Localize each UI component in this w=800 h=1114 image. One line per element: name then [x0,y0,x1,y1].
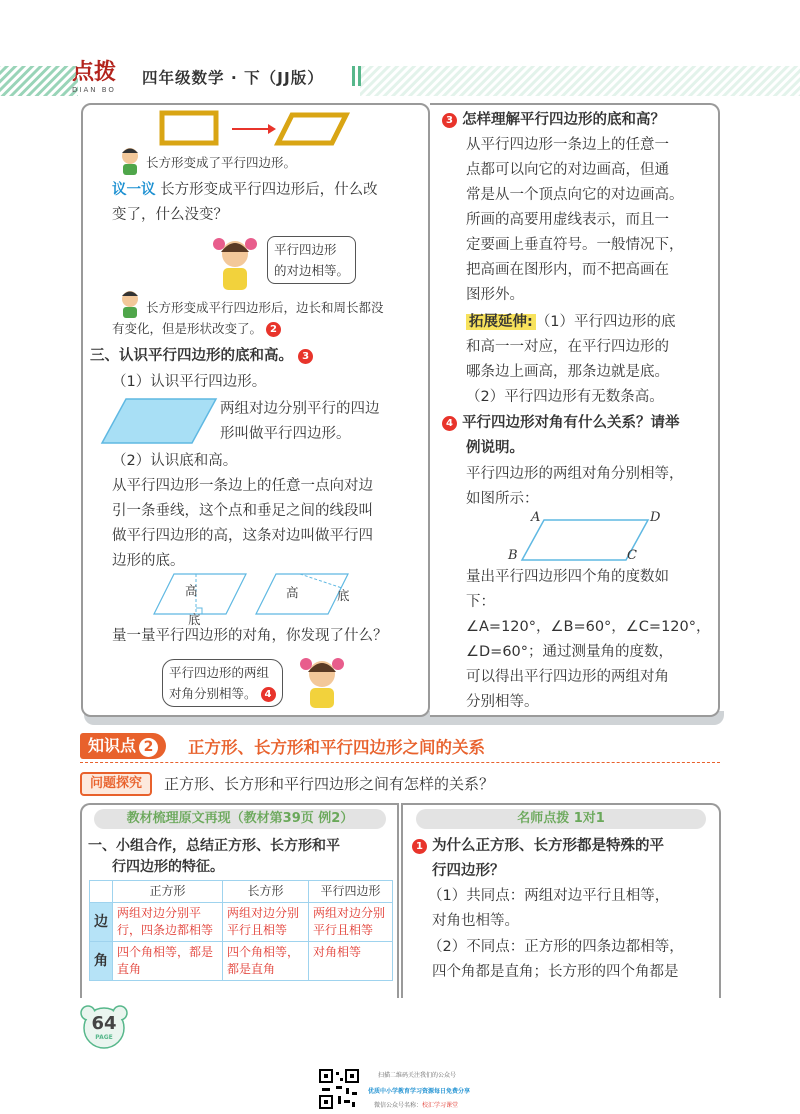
item-2: （2）认识底和高。 [112,453,238,469]
point-c-label: C [627,548,637,563]
marker-1: 1 [412,839,427,854]
height-base-figures [150,570,350,622]
qr-caption3-name: 校汇学习课堂 [422,1102,459,1109]
bubble2-line2 [169,683,276,704]
table-corner [90,881,113,903]
table-header-row [90,881,393,903]
table-header: 正方形 [113,881,223,903]
marker-3: 3 [298,349,313,364]
table-cell: 两组对边分别平行且相等 [223,903,309,942]
boy-avatar-icon [118,289,142,319]
boy-note-line1: 长方形变成平行四边形后，边长和周长都没 [146,300,384,315]
table-row [90,942,393,981]
answer-4-line1: 平行四边形的两组对角分别相等， [466,466,684,482]
logo-sub: DIAN BO [72,86,116,94]
extension-label: 拓展延伸: [466,314,536,330]
answer-4-line2: 如图所示： [466,491,539,507]
question-3 [442,108,665,133]
caption-rect-to-para: 长方形变成了平行四边形。 [146,155,297,170]
boy-note-text: 有变化，但是形状改变了。 [112,321,263,336]
girl-speech-bubble-2 [162,659,283,707]
girl-avatar-icon [205,232,265,292]
table-cell: 两组对边分别平行，四条边都相等 [113,903,223,942]
tip-question-line2: 行四边形？ [432,863,505,879]
paragraph-line2: 引一条垂线，这个点和垂足之间的线段叫 [112,503,373,519]
extension-line1 [466,310,676,335]
qr-caption3 [374,1100,458,1109]
qr-footer [318,1064,486,1114]
page-word: PAGE [95,1034,113,1041]
table-cell: 两组对边分别平行且相等 [309,903,393,942]
answer-4-line4: 下： [466,594,495,610]
point-d-label: D [650,510,661,525]
discuss-line2: 变了，什么没变？ [112,207,228,223]
measure-question: 量一量平行四边形的对角，你发现了什么？ [112,628,388,644]
point-a-label: A [531,510,541,525]
definition-line2: 形叫做平行四边形。 [220,426,351,442]
answer-3-line3: 常是从一个顶点向它的对边画高。 [466,187,684,203]
task-line2: 行四边形的特征。 [112,859,224,875]
answer-3-line5: 定要画上垂直符号。一般情况下， [466,237,684,253]
knowledge-point-label [80,733,166,759]
paragraph-line1: 从平行四边形一条边上的任意一点向对边 [112,478,373,494]
row-header: 边 [90,903,113,942]
answer-4-line6: 分别相等。 [466,694,539,710]
paragraph-line3: 做平行四边形的高，这条对边叫做平行四 [112,528,373,544]
qr-caption2: 优质中小学教育学习资源每日免费分享 [368,1088,471,1095]
girl-speech-bubble-1 [267,236,356,284]
answer-4-angles2: ∠D=60°；通过测量角的度数， [466,644,674,660]
kp-number: 2 [139,738,158,757]
header-bars [352,66,364,86]
tip-answer-line4: 四个角都是直角；长方形的四个角都是 [432,964,679,980]
table-cell: 四个角相等，都是直角 [223,942,309,981]
rectangle-to-parallelogram-figure [150,107,370,149]
qr-code-icon [318,1068,360,1110]
answer-3-line2: 点都可以向它的对边画高，但通 [466,162,669,178]
logo [72,58,136,100]
boy-avatar-icon [118,146,142,176]
bubble1-line1: 平行四边形 [274,242,337,257]
qr-caption1: 扫描二维码关注我们的公众号 [378,1072,457,1079]
marker-3: 3 [442,113,457,128]
textbook-panel-header: 教材梳理原文再现（教材第39页 例2） [94,809,386,829]
table-cell: 四个角相等，都是直角 [113,942,223,981]
shape-features-table [89,880,393,981]
question-3-text: 怎样理解平行四边形的底和高？ [462,112,666,128]
problem-explore-question: 正方形、长方形和平行四边形之间有怎样的关系？ [164,775,495,793]
problem-explore-badge: 问题探究 [80,772,152,796]
item-1: （1）认识平行四边形。 [112,374,267,390]
marker-4: 4 [261,687,276,702]
point-b-label: B [508,548,518,563]
extension-line4: （2）平行四边形有无数条高。 [466,389,664,405]
discuss-line1 [112,178,378,203]
parallelogram-figure [100,396,218,446]
answer-3-line1: 从平行四边形一条边上的任意一 [466,137,669,153]
question-4-text: 平行四边形对角有什么关系？请举 [462,415,680,431]
table-header: 长方形 [223,881,309,903]
answer-4-angles1: ∠A=120°，∠B=60°，∠C=120°， [466,619,711,635]
bubble2-line1: 平行四边形的两组 [169,665,270,680]
fig-label-base-1: 底 [188,612,201,627]
question-4 [442,411,680,436]
section-3-title [90,344,313,369]
paragraph-line4: 边形的底。 [112,553,185,569]
boy-note-line2 [112,318,281,339]
fig-label-height-1: 高 [185,583,198,598]
page-number: 64 [91,1013,117,1034]
answer-3-line7: 图形外。 [466,287,524,303]
question-4-line2: 例说明。 [466,440,524,456]
answer-3-line4: 所画的高要用虚线表示，而且一 [466,212,669,228]
kp-label-text: 知识点 [88,736,137,755]
kp-divider [80,762,720,763]
discuss-q1: 长方形变成平行四边形后，什么改 [160,182,378,198]
bubble2-text: 对角分别相等。 [169,686,257,701]
answer-3-line6: 把高画在图形内，而不把高画在 [466,262,669,278]
tip-question-text: 为什么正方形、长方形都是特殊的平 [432,838,665,854]
table-cell: 对角相等 [309,942,393,981]
marker-2: 2 [266,322,281,337]
header-title: 四年级数学 · 下（JJ版） [142,69,324,87]
row-header: 角 [90,942,113,981]
tip-question [412,834,664,859]
bubble1-line2: 的对边相等。 [274,263,350,278]
qr-caption3-label: 微信公众号名称： [374,1102,423,1109]
tip-answer-line3: （2）不同点：正方形的四条边都相等， [428,939,684,955]
answer-4-line5: 可以得出平行四边形的两组对角 [466,669,669,685]
extension-line3: 哪条边上画高，那条边就是底。 [466,364,669,380]
definition-line1: 两组对边分别平行的四边 [220,401,380,417]
tip-answer-line1: （1）共同点：两组对边平行且相等， [428,888,670,904]
extension-text1: （1）平行四边形的底 [535,314,676,330]
task-line1: 一、小组合作，总结正方形、长方形和平 [88,838,340,854]
extension-line2: 和高一一对应，在平行四边形的 [466,339,669,355]
teacher-tips-header: 名师点拨 1对1 [416,809,706,829]
table-row [90,903,393,942]
answer-4-line3: 量出平行四边形四个角的度数如 [466,569,669,585]
marker-4: 4 [442,416,457,431]
logo-text: 点拨 [72,59,117,85]
table-header: 平行四边形 [309,881,393,903]
section-3-text: 三、认识平行四边形的底和高。 [90,348,293,364]
tip-answer-line2: 对角也相等。 [432,913,519,929]
girl-avatar-icon [296,650,348,710]
fig-label-height-2: 高 [286,585,299,600]
knowledge-point-title: 正方形、长方形和平行四边形之间的关系 [188,738,485,757]
discuss-label: 议一议 [112,182,156,198]
fig-label-base-2: 底 [337,588,350,603]
